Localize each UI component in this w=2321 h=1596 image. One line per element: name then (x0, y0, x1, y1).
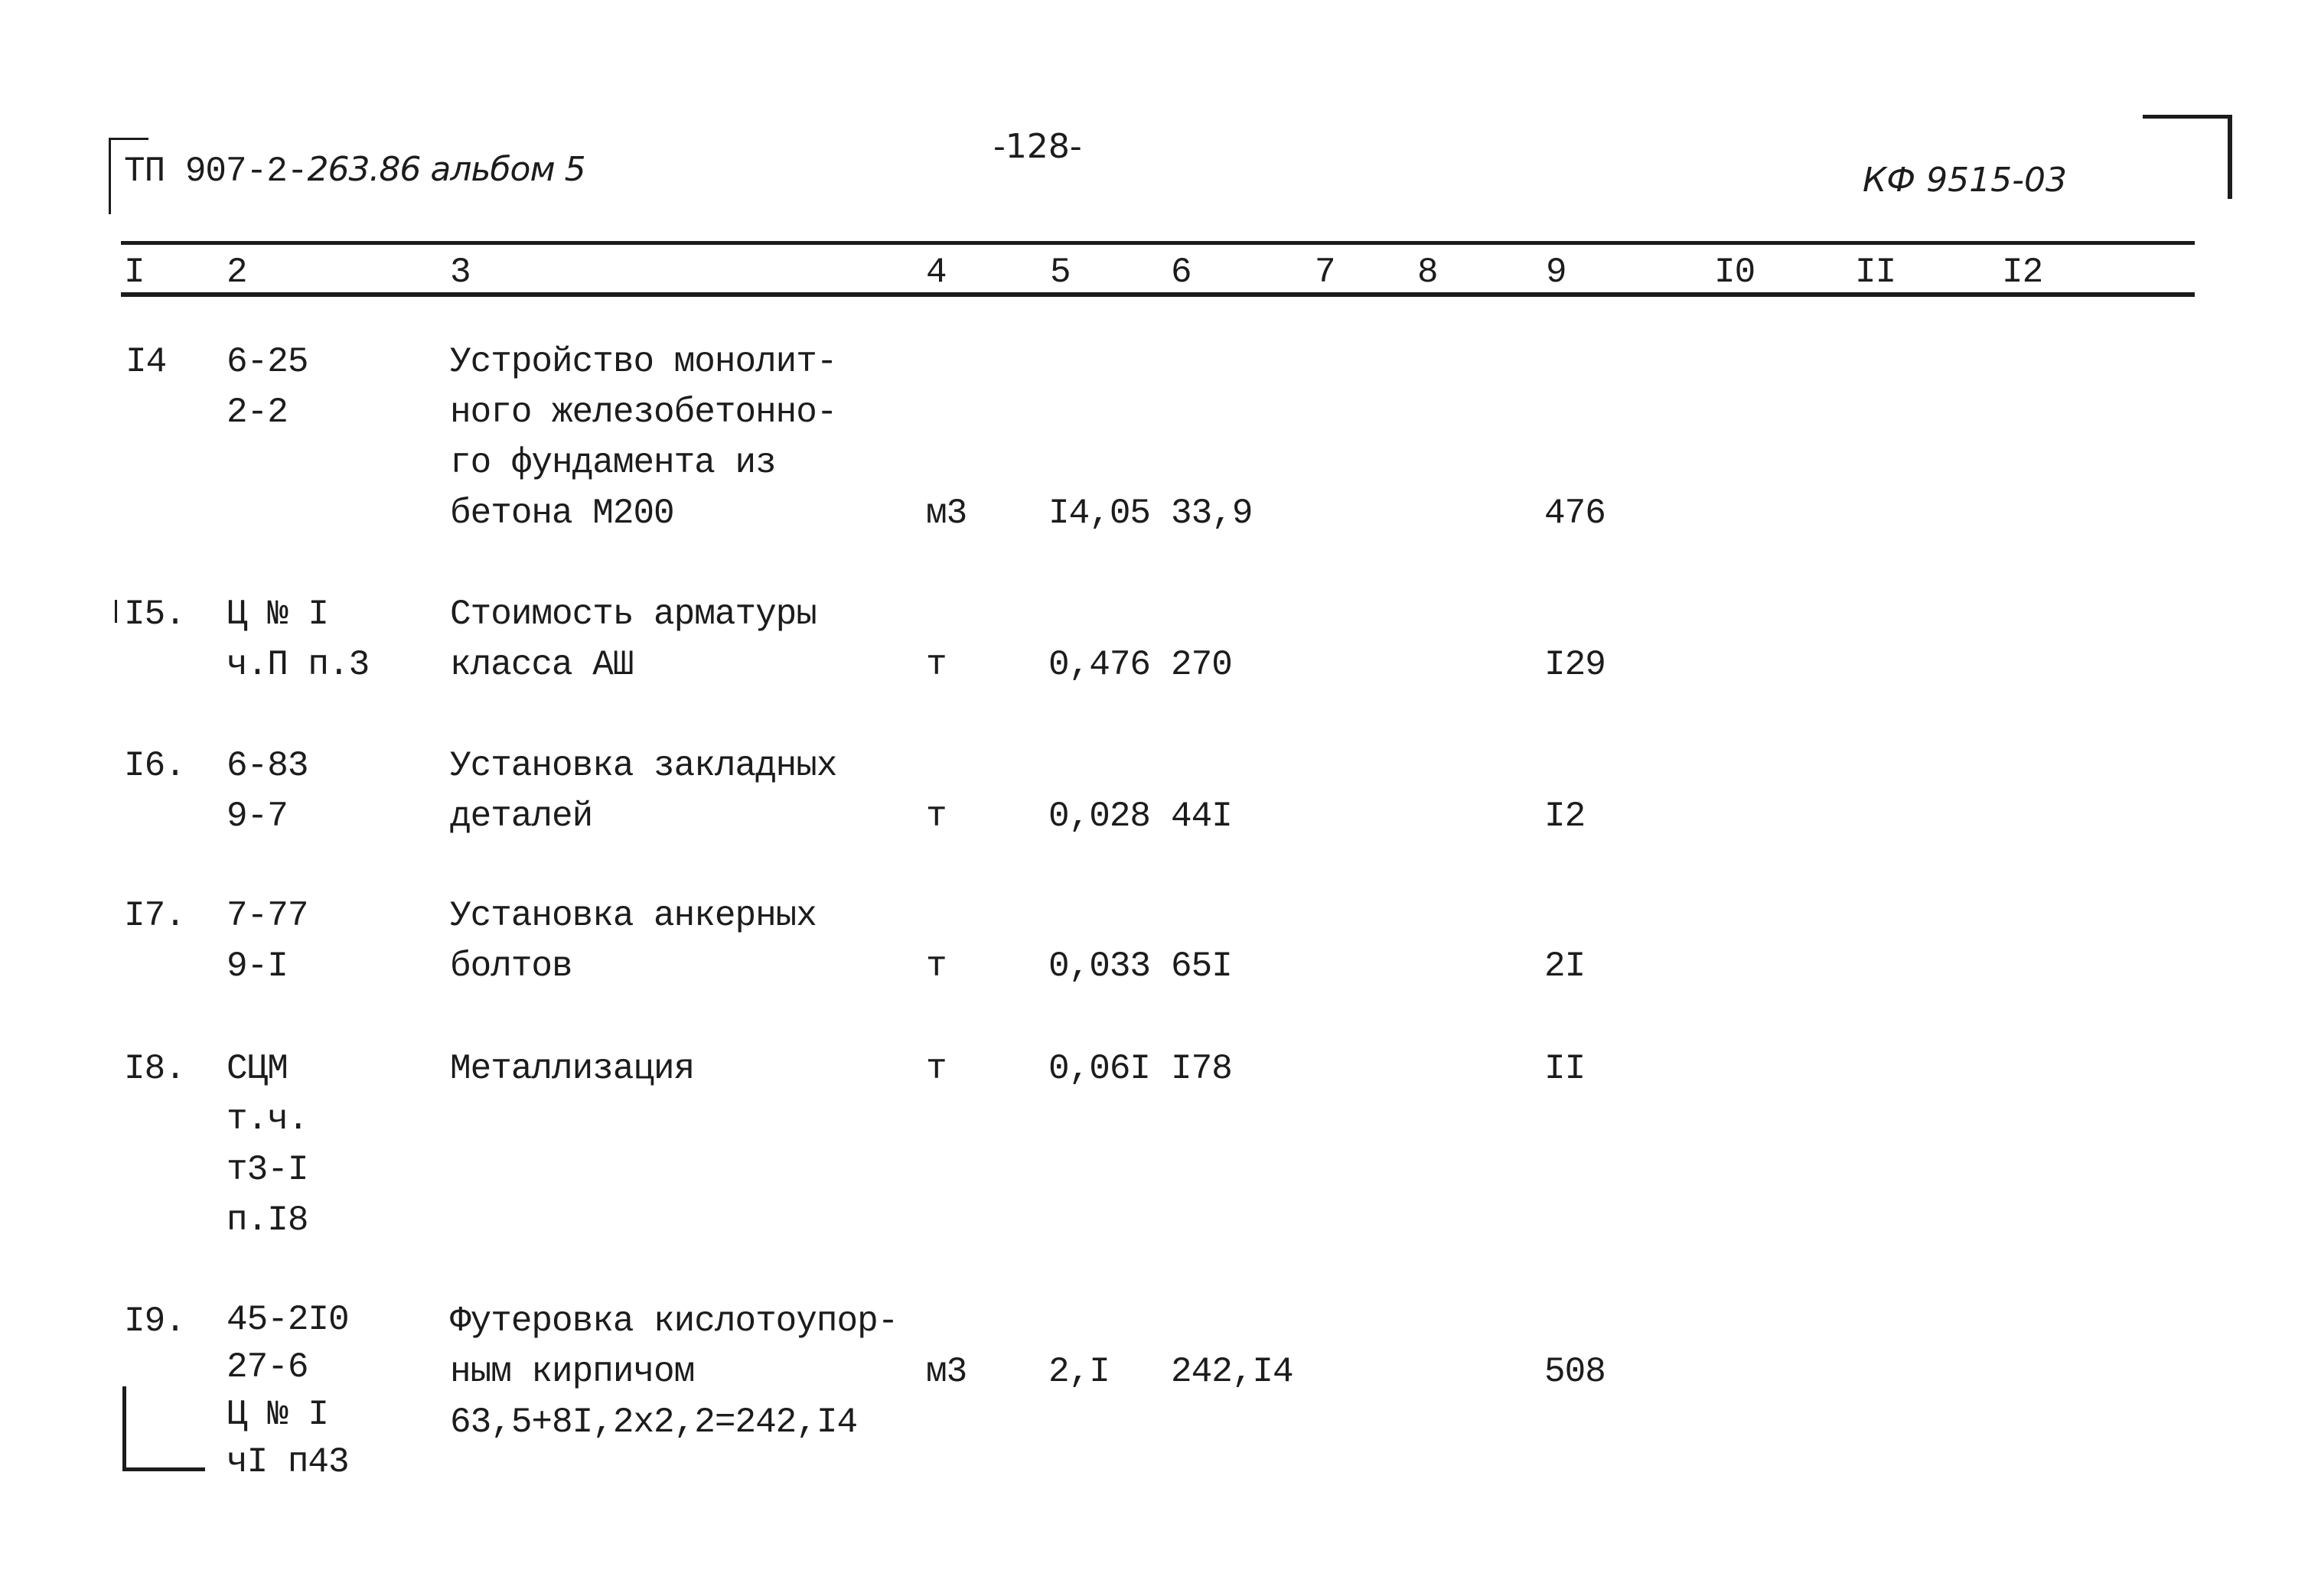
row-description-line: бетона М200 (450, 493, 674, 533)
row-code-line: Ц № I (227, 1395, 329, 1435)
frame-corner-top (2143, 115, 2231, 119)
corner-bracket-vertical (122, 1386, 126, 1471)
row-qty: 0,06I (1048, 1049, 1151, 1089)
row-description (450, 1296, 898, 1448)
row-qty: 2,I (1048, 1352, 1110, 1392)
frame-mark-left (109, 138, 111, 214)
col-header-10: I0 (1714, 252, 1755, 292)
col-header-8: 8 (1417, 252, 1438, 292)
row-code-line: Ц № I (227, 594, 329, 634)
row-total: I29 (1544, 645, 1605, 685)
doc-code-typed: ТП 907-2- (124, 151, 308, 191)
row-price: 65I (1171, 946, 1232, 986)
row-code-line: т3-I (227, 1150, 308, 1190)
margin-tick (115, 600, 117, 623)
row-code-line: СЦМ (227, 1049, 288, 1089)
row-code (227, 337, 308, 438)
row-total: II (1544, 1049, 1586, 1089)
row-num: I6. (124, 746, 185, 786)
row-num: I8. (124, 1049, 185, 1089)
row-unit: т (926, 645, 947, 685)
row-total: 508 (1544, 1352, 1605, 1392)
row-unit: т (926, 946, 947, 986)
row-description-line: Установка анкерных (450, 896, 817, 936)
row-code-line: 9-7 (227, 796, 288, 836)
col-header-2: 2 (227, 252, 247, 292)
row-num: I7. (124, 896, 185, 936)
row-description-line: деталей (450, 796, 593, 836)
row-description-line: Стоимость арматуры (450, 594, 817, 634)
page-number: -128- (993, 127, 1082, 166)
row-code-line: т.ч. (227, 1099, 308, 1139)
col-header-12: I2 (2002, 252, 2043, 292)
row-description (450, 741, 837, 842)
row-description (450, 337, 837, 539)
row-price: 242,I4 (1171, 1352, 1293, 1392)
row-code-line: 7-77 (227, 896, 308, 936)
row-code-line: 9-I (227, 946, 288, 986)
sheet-code: КФ 9515-03 (1863, 161, 2067, 200)
row-unit: м3 (926, 1352, 967, 1392)
row-total: I2 (1544, 796, 1586, 836)
col-header-5: 5 (1050, 252, 1071, 292)
row-qty: 0,028 (1048, 796, 1151, 836)
col-header-4: 4 (926, 252, 947, 292)
row-num: I4 (126, 342, 167, 382)
row-description-line: Футеровка кислотоупор- (450, 1301, 898, 1341)
col-header-6: 6 (1171, 252, 1191, 292)
row-price: 44I (1171, 796, 1232, 836)
row-code-line: 6-83 (227, 746, 308, 786)
row-description-line: болтов (450, 946, 572, 986)
row-code-line: 27-6 (227, 1347, 308, 1387)
row-description (450, 1044, 694, 1094)
doc-code (124, 150, 585, 191)
row-code (227, 589, 369, 690)
row-code-line: п.I8 (227, 1200, 308, 1240)
row-description-line: Металлизация (450, 1049, 695, 1089)
header-bottom-rule (121, 292, 2195, 297)
row-code-line: 6-25 (227, 342, 308, 382)
col-header-11: II (1855, 252, 1896, 292)
row-code (227, 1044, 308, 1246)
col-header-9: 9 (1546, 252, 1566, 292)
row-code (227, 891, 308, 992)
col-header-3: 3 (450, 252, 471, 292)
row-code (227, 741, 308, 842)
row-description (450, 891, 817, 992)
doc-code-handwritten: 263.86 альбом 5 (307, 150, 585, 189)
col-header-7: 7 (1315, 252, 1335, 292)
row-description-line: 63,5+8I,2х2,2=242,I4 (450, 1402, 858, 1442)
frame-mark-left-top (109, 138, 148, 140)
row-code (227, 1296, 349, 1486)
row-description (450, 589, 817, 690)
row-unit: м3 (926, 493, 967, 533)
row-price: I78 (1171, 1049, 1232, 1089)
row-description-line: класса АШ (450, 645, 634, 685)
row-unit: т (926, 1049, 947, 1089)
row-description-line: ного железобетонно- (450, 392, 837, 432)
row-total: 2I (1544, 946, 1586, 986)
corner-bracket-horizontal (122, 1467, 205, 1471)
row-num: I5. (124, 594, 185, 634)
row-total: 476 (1544, 493, 1605, 533)
row-description-line: го фундамента из (450, 443, 776, 483)
col-header-1: I (124, 252, 145, 292)
row-qty: 0,033 (1048, 946, 1151, 986)
frame-corner-right (2228, 115, 2232, 199)
row-price: 33,9 (1171, 493, 1253, 533)
row-qty: I4,05 (1048, 493, 1151, 533)
row-price: 270 (1171, 645, 1232, 685)
table-top-rule (121, 241, 2195, 245)
row-description-line: Установка закладных (450, 746, 837, 786)
row-unit: т (926, 796, 947, 836)
row-code-line: 45-2I0 (227, 1300, 349, 1340)
row-code-line: ч.П п.3 (227, 645, 370, 685)
row-num: I9. (124, 1301, 185, 1341)
row-qty: 0,476 (1048, 645, 1151, 685)
row-code-line: чI п43 (227, 1442, 349, 1482)
row-code-line: 2-2 (227, 392, 288, 432)
row-description-line: ным кирпичом (450, 1352, 695, 1392)
row-description-line: Устройство монолит- (450, 342, 837, 382)
